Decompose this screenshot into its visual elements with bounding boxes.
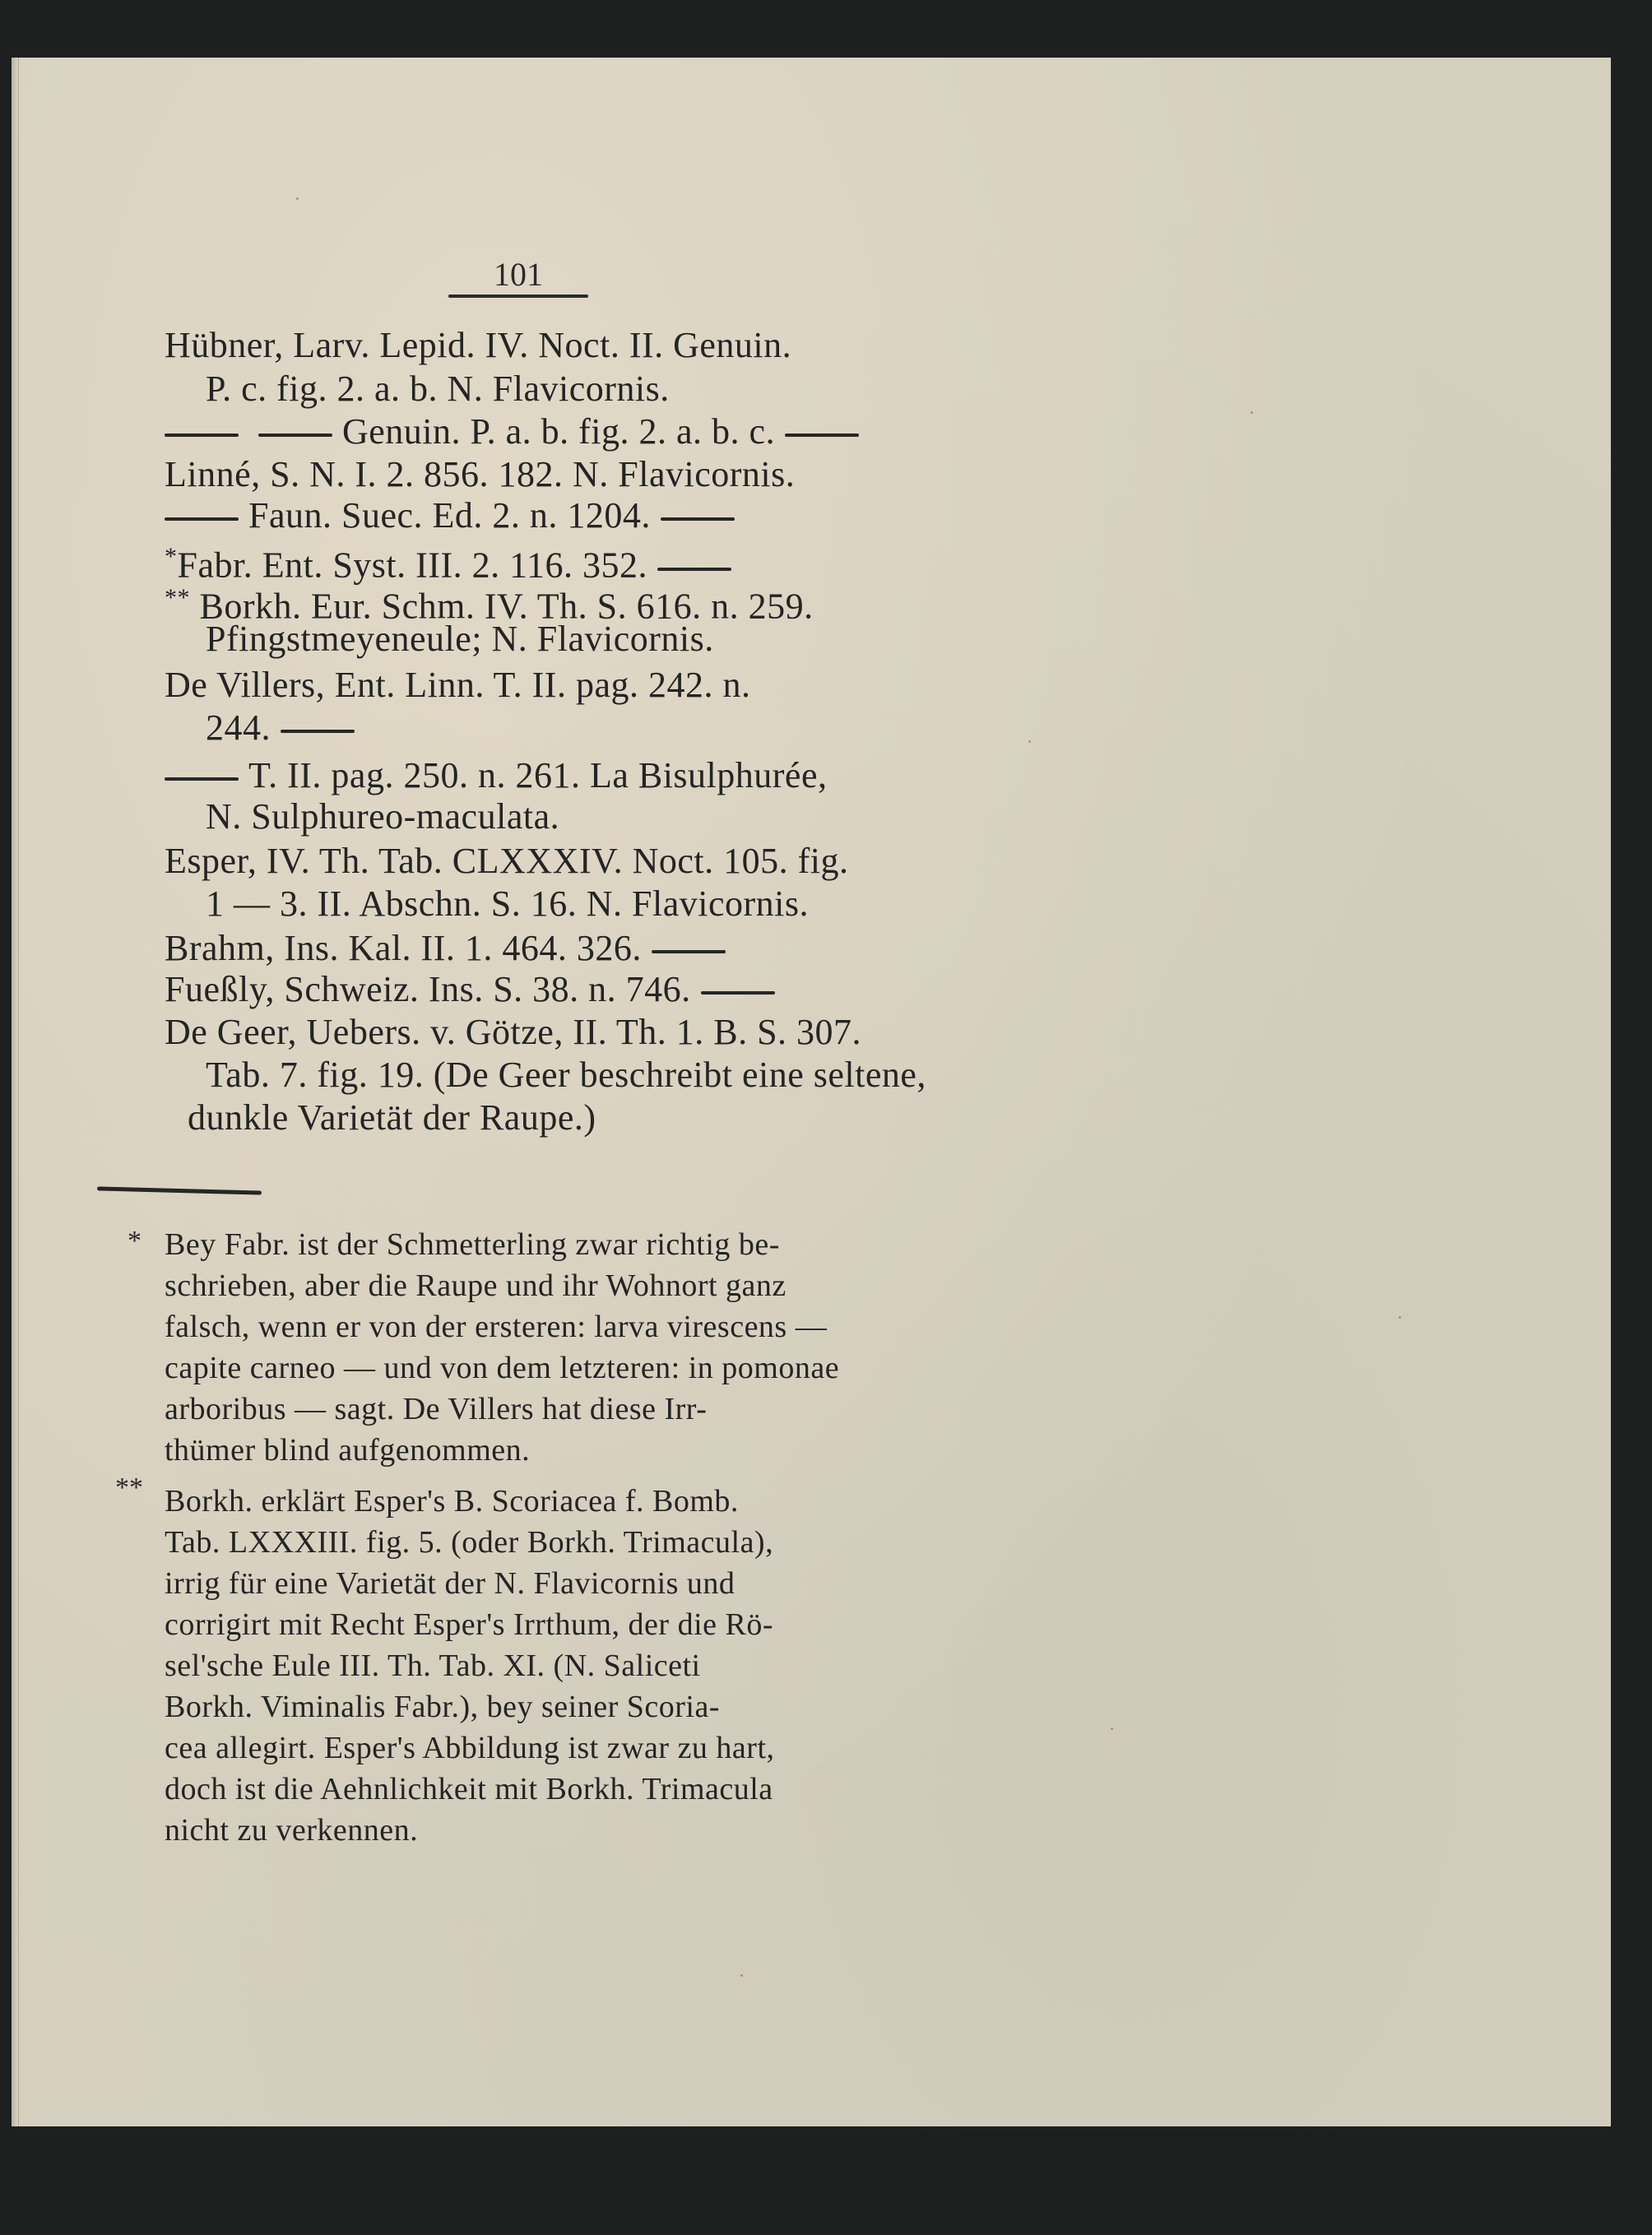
footnote-line xyxy=(165,1729,775,1767)
footnote-1-line: falsch, wenn er von der ersteren: larva virescens — xyxy=(165,1310,828,1344)
entry-bisulphuree-line-2: N. Sulphureo-maculata. xyxy=(206,796,560,837)
footnote-2-line: doch ist die Aehnlichkeit mit Borkh. Trimacula xyxy=(165,1772,773,1806)
entry-borkh-line-1: Borkh. Eur. Schm. IV. Th. S. 616. n. 259. xyxy=(199,586,814,627)
entry-faun-suec: Faun. Suec. Ed. 2. n. 1204. xyxy=(248,495,651,536)
ditto-dash xyxy=(165,434,239,437)
entry-line xyxy=(206,619,714,660)
entry-esper-line-2: 1 — 3. II. Abschn. S. 16. N. Flavicornis. xyxy=(206,883,810,924)
entry-brahm: Brahm, Ins. Kal. II. 1. 464. 326. xyxy=(165,928,642,968)
entry-line xyxy=(206,707,364,749)
footnote-line xyxy=(165,1770,773,1808)
entry-de-geer-line-2: Tab. 7. fig. 19. (De Geer beschreibt eine seltene, xyxy=(206,1055,926,1095)
entry-linne: Linné, S. N. I. 2. 856. 182. N. Flavicornis. xyxy=(165,454,796,494)
footnote-line xyxy=(165,1349,839,1387)
footnote-line xyxy=(165,1606,773,1644)
ditto-dash xyxy=(165,777,239,781)
footnote-marker: * xyxy=(128,1226,142,1256)
footnote-2-line: cea allegirt. Esper's Abbildung ist zwar zu hart, xyxy=(165,1731,775,1765)
footnote-2-line: corrigirt mit Recht Esper's Irrthum, der die Rö- xyxy=(165,1607,773,1642)
paper-speck xyxy=(1399,1316,1401,1319)
ditto-dash xyxy=(657,568,731,571)
paper-speck xyxy=(296,197,299,200)
footnote-line xyxy=(165,1390,707,1428)
entry-line xyxy=(165,495,745,536)
footnote-2-line: nicht zu verkennen. xyxy=(165,1813,419,1848)
entry-line xyxy=(206,1055,926,1096)
footnote-1-line: arboribus — sagt. De Villers hat diese Irr- xyxy=(165,1392,708,1426)
paper-speck xyxy=(1251,411,1253,414)
entry-hubner-line-2: P. c. fig. 2. a. b. N. Flavicornis. xyxy=(206,369,670,409)
footnote-line xyxy=(165,1482,739,1520)
ditto-dash xyxy=(661,517,735,521)
page-binding-edge xyxy=(12,58,19,2126)
entry-line xyxy=(165,841,849,882)
entry-line xyxy=(206,796,559,837)
paper-speck xyxy=(1028,740,1031,743)
footnote-2-line: Tab. LXXXIII. fig. 5. (oder Borkh. Trimacula), xyxy=(165,1525,774,1560)
footnote-line xyxy=(165,1647,701,1685)
footnote-marker: * xyxy=(165,543,178,570)
entry-line xyxy=(165,1012,861,1053)
entry-line xyxy=(188,1097,596,1138)
ditto-dash xyxy=(785,434,859,437)
entry-line xyxy=(206,883,809,925)
paper-speck xyxy=(1111,1727,1113,1730)
footnote-line xyxy=(165,1431,530,1469)
entry-de-geer-line-3: dunkle Varietät der Raupe.) xyxy=(188,1097,596,1138)
page-number-underline xyxy=(448,294,588,298)
entry-hubner-line-1: Hübner, Larv. Lepid. IV. Noct. II. Genuin. xyxy=(165,325,792,365)
footnote-2-line: irrig für eine Varietät der N. Flavicornis und xyxy=(165,1566,736,1601)
paper-speck xyxy=(740,1974,743,1977)
footnote-line xyxy=(165,1565,735,1602)
footnote-line xyxy=(165,1308,827,1346)
footnote-marker: ** xyxy=(115,1472,143,1503)
ditto-dash xyxy=(701,991,775,995)
entry-borkh-line-2: Pfingstmeyeneule; N. Flavicornis. xyxy=(206,619,714,659)
footnote-2-line: sel'sche Eule III. Th. Tab. XI. (N. Saliceti xyxy=(165,1648,701,1683)
footnote-line xyxy=(165,1267,787,1305)
entry-line xyxy=(165,325,791,366)
footnote-marker: ** xyxy=(165,584,190,611)
page-number: 101 xyxy=(494,256,543,293)
entry-de-villers-line-1: De Villers, Ent. Linn. T. II. pag. 242. n. xyxy=(165,665,751,705)
footnote-1-line: schrieben, aber die Raupe und ihr Wohnort ganz xyxy=(165,1268,787,1303)
entry-bisulphuree-line-1: T. II. pag. 250. n. 261. La Bisulphurée, xyxy=(248,755,828,795)
entry-line xyxy=(165,454,795,495)
ditto-dash xyxy=(281,730,355,733)
footnote-line xyxy=(165,1226,780,1264)
ditto-dash xyxy=(258,434,332,437)
entry-line xyxy=(206,369,670,410)
entry-hubner-genuin: Genuin. P. a. b. fig. 2. a. b. c. xyxy=(342,411,776,452)
footnote-2-line: Borkh. Viminalis Fabr.), bey seiner Scoria- xyxy=(165,1690,720,1724)
footnote-line xyxy=(165,1811,418,1849)
footnote-line xyxy=(165,1688,720,1726)
entry-line xyxy=(165,755,827,796)
ditto-dash xyxy=(165,517,239,521)
footnote-line xyxy=(165,1523,773,1561)
ditto-dash xyxy=(652,950,726,953)
entry-fuessly: Fueßly, Schweiz. Ins. S. 38. n. 746. xyxy=(165,969,691,1009)
entry-line xyxy=(165,411,869,452)
entry-line xyxy=(165,665,750,706)
footnote-2-line: Borkh. erklärt Esper's B. Scoriacea f. Bomb. xyxy=(165,1484,739,1519)
footnote-1-line: thümer blind aufgenommen. xyxy=(165,1433,531,1468)
entry-esper-line-1: Esper, IV. Th. Tab. CLXXXIV. Noct. 105. fig. xyxy=(165,841,849,881)
entry-line xyxy=(165,969,785,1010)
footnote-1-line: Bey Fabr. ist der Schmetterling zwar richtig be- xyxy=(165,1227,780,1262)
entry-fabr: Fabr. Ent. Syst. III. 2. 116. 352. xyxy=(177,545,647,586)
entry-de-geer-line-1: De Geer, Uebers. v. Götze, II. Th. 1. B. S. 307. xyxy=(165,1012,862,1052)
footnote-1-line: capite carneo — und von dem letzteren: in pomonae xyxy=(165,1351,840,1385)
entry-de-villers-line-2: 244. xyxy=(206,707,271,748)
entry-line xyxy=(165,928,736,969)
